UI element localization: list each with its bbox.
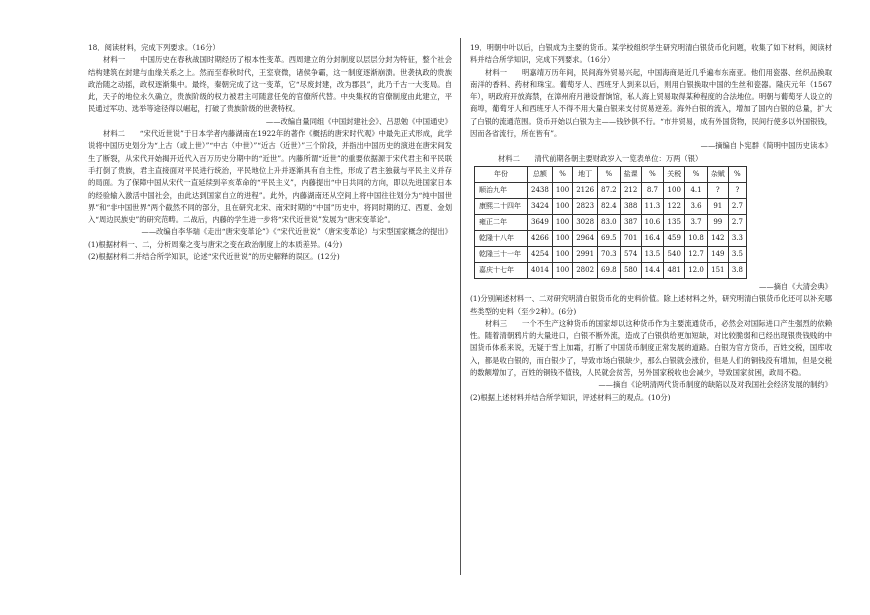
table-caption: 清代前期各朝主要财政岁入一览表单位：万两（银）: [534, 153, 703, 163]
table-cell: 481: [664, 262, 685, 278]
table-cell: 91: [707, 198, 728, 214]
table-cell: 100: [664, 182, 685, 198]
material-label: 材料二: [498, 153, 520, 163]
table-cell: 701: [620, 230, 641, 246]
table-cell: 100: [552, 246, 572, 262]
table-cell: 151: [707, 262, 728, 278]
table-cell: 149: [707, 246, 728, 262]
table-row: [475, 214, 747, 230]
material-label: 材料二: [103, 129, 126, 139]
q18-material-1: [88, 54, 452, 115]
table-cell: 99: [707, 214, 728, 230]
table-cell: 10.8: [685, 230, 708, 246]
material-text: 明嘉靖万历年间，民间海外贸易兴起，中国海商是近几乎遍布东南亚。他们用瓷器、丝织品换取南洋的香料、药材和珠宝。葡萄牙人、西班牙人到来以后，则用白银换取中国的生丝和瓷器。隆庆元年（1567年），明政府开放海禁，在漳州府月港设督饷馆，私人海上贸易取得某种程度的合法地位。明朝与葡萄牙人设立的商埠，葡萄牙人和西班牙人不得不用大量白银来支付贸易逆差。海外白银的流入，增加了国内白银的总量，扩大了白银的流通范围。货币开始以白银为主——钱钞俱不行。“市井贸易，成有外国货物，民间行使多以外国银钱，因而各省流行，所在皆有”。: [470, 67, 833, 139]
table-header-cell: %: [552, 166, 572, 182]
table-header-cell: 关税: [664, 166, 685, 182]
table-cell: 142: [707, 230, 728, 246]
table-header-row: [475, 166, 747, 182]
table-cell: 2964: [573, 230, 598, 246]
table-cell: 12.7: [685, 246, 708, 262]
table-cell: 乾隆三十一年: [475, 246, 528, 262]
table-cell: 388: [620, 198, 641, 214]
table-cell: 2438: [528, 182, 553, 198]
table-cell: ?: [707, 182, 728, 198]
table-cell: 3.6: [685, 198, 708, 214]
q18-title: 18．阅读材料，完成下列要求。（16分）: [88, 43, 220, 52]
table-cell: 100: [552, 182, 572, 198]
table-cell: 顺治九年: [475, 182, 528, 198]
table-cell: 10.6: [641, 214, 664, 230]
table-cell: 2.7: [728, 198, 746, 214]
table-cell: 580: [620, 262, 641, 278]
table-cell: 乾隆十八年: [475, 230, 528, 246]
material-label: 材料三: [485, 318, 508, 328]
material-text: 一个不生产这种货币的国家却以这种货币作为主要流通货币，必然会对国际进口产生强烈的依赖性。随着清朝鸦片的大量进口，白银不断外流，造成了白银供给更加短缺，对比较脆弱和已经出现银贵钱贱的中国货币体系来说，无疑于雪上加霜，打断了中国货币制度正常发展的道路。白银为官方货币，百姓交税，国库收入，都是收白银的，而白银少了，导致市场白银缺少，那么白银就会涨价，但是人们的铜钱没有增加，但是交税的数额增加了，百姓的铜钱不值钱，人民就会贫苦，另外国家税收也会减少，导致国家贫困，政局不稳。: [470, 318, 833, 378]
table-cell: 540: [664, 246, 685, 262]
table-header-cell: 地丁: [573, 166, 598, 182]
table-cell: ?: [728, 182, 746, 198]
table-header-cell: %: [641, 166, 664, 182]
table-header-cell: %: [598, 166, 621, 182]
q19-subquestion-2: (2)根据上述材料并结合所学知识，评述材料三的观点。(10分): [470, 392, 671, 402]
table-cell: 70.3: [598, 246, 621, 262]
table-cell: 4014: [528, 262, 553, 278]
table-cell: 82.4: [598, 198, 621, 214]
table-row: [475, 246, 747, 262]
q19-subquestion-1: (1)分别阐述材料一、二对研究明清白银货币化的史料价值。除上述材料之外，研究明清白银货币化还可以补充哪些类型的史料（至少2种）。(6分): [470, 294, 832, 316]
table-cell: 574: [620, 246, 641, 262]
table-header-cell: %: [685, 166, 708, 182]
material-text: “宋代近世说”于日本学者内藤湖南在1922年的著作《概括的唐宋时代观》中最先正式形成，此学说将中国历史划分为“上古（或上世）”“中古（中世）”“近古（近世）”三个阶段，并指出中国历史的演进在唐宋间发生了断裂，从宋代开始揭开近代入百万历史分期中的“近世”。内藤所谓“近世”的重要依据源于宋代君主和平民联手打倒了贵族，君主直接面对平民进行统治，平民地位上升并逐渐具有自主性，形成了君主独裁与平民主义并存的局面。为了保障中国从宋代一直延续到辛亥革命的“平民主义”，内藤提出“中日共同的方向，即以先进国家日本的经验输入激活中国社会，由此达到国家自立的进程”。此外，内藤湖南还从空间上将中国往往划分为“纯中国世界”和“非中国世界”两个截然不同的部分，且在研究北宋、南宋时期的“中国”历史中，将同时期的辽、西夏、金划入“周边民族史”的研究范畴。二战后，内藤的学生进一步将“宋代近世说”发展为“唐宋变革论”。: [88, 129, 453, 225]
table-row: [475, 182, 747, 198]
table-cell: 雍正二年: [475, 214, 528, 230]
q18-subquestion-2: (2)根据材料二并结合所学知识，论述“宋代近世说”的历史解释的误区。(12分): [88, 252, 340, 262]
q18-subquestion-1: (1)根据材料一、二，分析周秦之变与唐宋之变在政治制度上的本质差异。(4分): [88, 239, 343, 249]
table-cell: 100: [552, 198, 572, 214]
table-cell: 100: [552, 230, 572, 246]
left-column: [88, 42, 452, 263]
q18-material-2-source: ——改编自李华瑞《走出“唐宋变革论”》《“宋代近世说”（唐宋变革论）与宋型国家概念的提出》: [141, 227, 452, 237]
revenue-table: [474, 166, 747, 279]
table-cell: 3.3: [728, 230, 746, 246]
table-cell: 16.4: [641, 230, 664, 246]
q19-material-2-caption: [498, 153, 832, 165]
table-cell: 387: [620, 214, 641, 230]
table-cell: 83.0: [598, 214, 621, 230]
table-cell: 11.3: [641, 198, 664, 214]
table-cell: 2802: [573, 262, 598, 278]
material-label: 材料一: [103, 55, 126, 65]
table-cell: 3.5: [728, 246, 746, 262]
table-row: [475, 230, 747, 246]
table-cell: 212: [620, 182, 641, 198]
table-cell: 4266: [528, 230, 553, 246]
table-cell: 135: [664, 214, 685, 230]
table-cell: 459: [664, 230, 685, 246]
table-cell: 4254: [528, 246, 553, 262]
q19-material-1: [470, 67, 832, 141]
table-cell: 13.5: [641, 246, 664, 262]
table-cell: 69.5: [598, 230, 621, 246]
table-cell: 3028: [573, 214, 598, 230]
table-cell: 100: [552, 214, 572, 230]
table-cell: 2991: [573, 246, 598, 262]
table-cell: 4.1: [685, 182, 708, 198]
table-cell: 2823: [573, 198, 598, 214]
column-divider: [460, 38, 461, 575]
table-header-cell: %: [728, 166, 746, 182]
table-cell: 嘉庆十七年: [475, 262, 528, 278]
table-cell: 69.8: [598, 262, 621, 278]
table-cell: 2.7: [728, 214, 746, 230]
material-text: 中国历史在春秋战国时期经历了根本性变革。西周建立的分封制度以层层分封为特征，整个社会结构建筑在封建与血缘关系之上。然而至春秋时代，王室衰微，诸侯争霸，这一制度逐渐崩溃。世袭执政的贵族政治随之动摇，政权逐渐集中。最终，秦朝完成了这一变革，它“尽废封建，改为郡县”，此乃千古一大变局。自此，天子的地位永久确立，贵族阶级的权力被君主可随意任免的官僚所代替。中央集权的官僚制度由此建立，平民通过军功、选举等途径得以崛起，打破了贵族阶级的世袭特权。: [88, 55, 453, 114]
table-cell: 100: [552, 262, 572, 278]
q19-material-3-source: ——摘自《论明清两代货币制度的缺陷以及对我国社会经济发展的制约》: [598, 380, 832, 390]
table-cell: 8.7: [641, 182, 664, 198]
q19-material-3: [470, 318, 832, 379]
table-header-cell: 杂赋: [707, 166, 728, 182]
table-cell: 3.8: [728, 262, 746, 278]
q19-title: 19．明朝中叶以后，白银成为主要的货币。某学校组织学生研究明清白银货币化问题，收集了如下材料，阅读材料并结合所学知识，完成下列要求。（16分）: [470, 43, 832, 65]
table-cell: 122: [664, 198, 685, 214]
table-source: ——摘自《大清会典》: [759, 281, 832, 291]
q18-material-2: [88, 128, 452, 226]
table-cell: 3.7: [685, 214, 708, 230]
q19-material-1-source: ——摘编自卜宪群《简明中国历史读本》: [700, 141, 832, 151]
table-header-cell: 年份: [475, 166, 528, 182]
table-cell: 87.2: [598, 182, 621, 198]
material-label: 材料一: [485, 67, 508, 77]
table-cell: 3649: [528, 214, 553, 230]
table-header-cell: 总额: [528, 166, 553, 182]
table-cell: 2126: [573, 182, 598, 198]
table-row: [475, 262, 747, 278]
table-cell: 14.4: [641, 262, 664, 278]
table-row: [475, 198, 747, 214]
table-cell: 12.0: [685, 262, 708, 278]
table-header-cell: 盐课: [620, 166, 641, 182]
q18-material-1-source: ——改编自量同组《中国封建社会》、吕思勉《中国通史》: [265, 116, 452, 126]
table-cell: 康熙二十四年: [475, 198, 528, 214]
right-column: [470, 42, 832, 404]
table-cell: 3424: [528, 198, 553, 214]
